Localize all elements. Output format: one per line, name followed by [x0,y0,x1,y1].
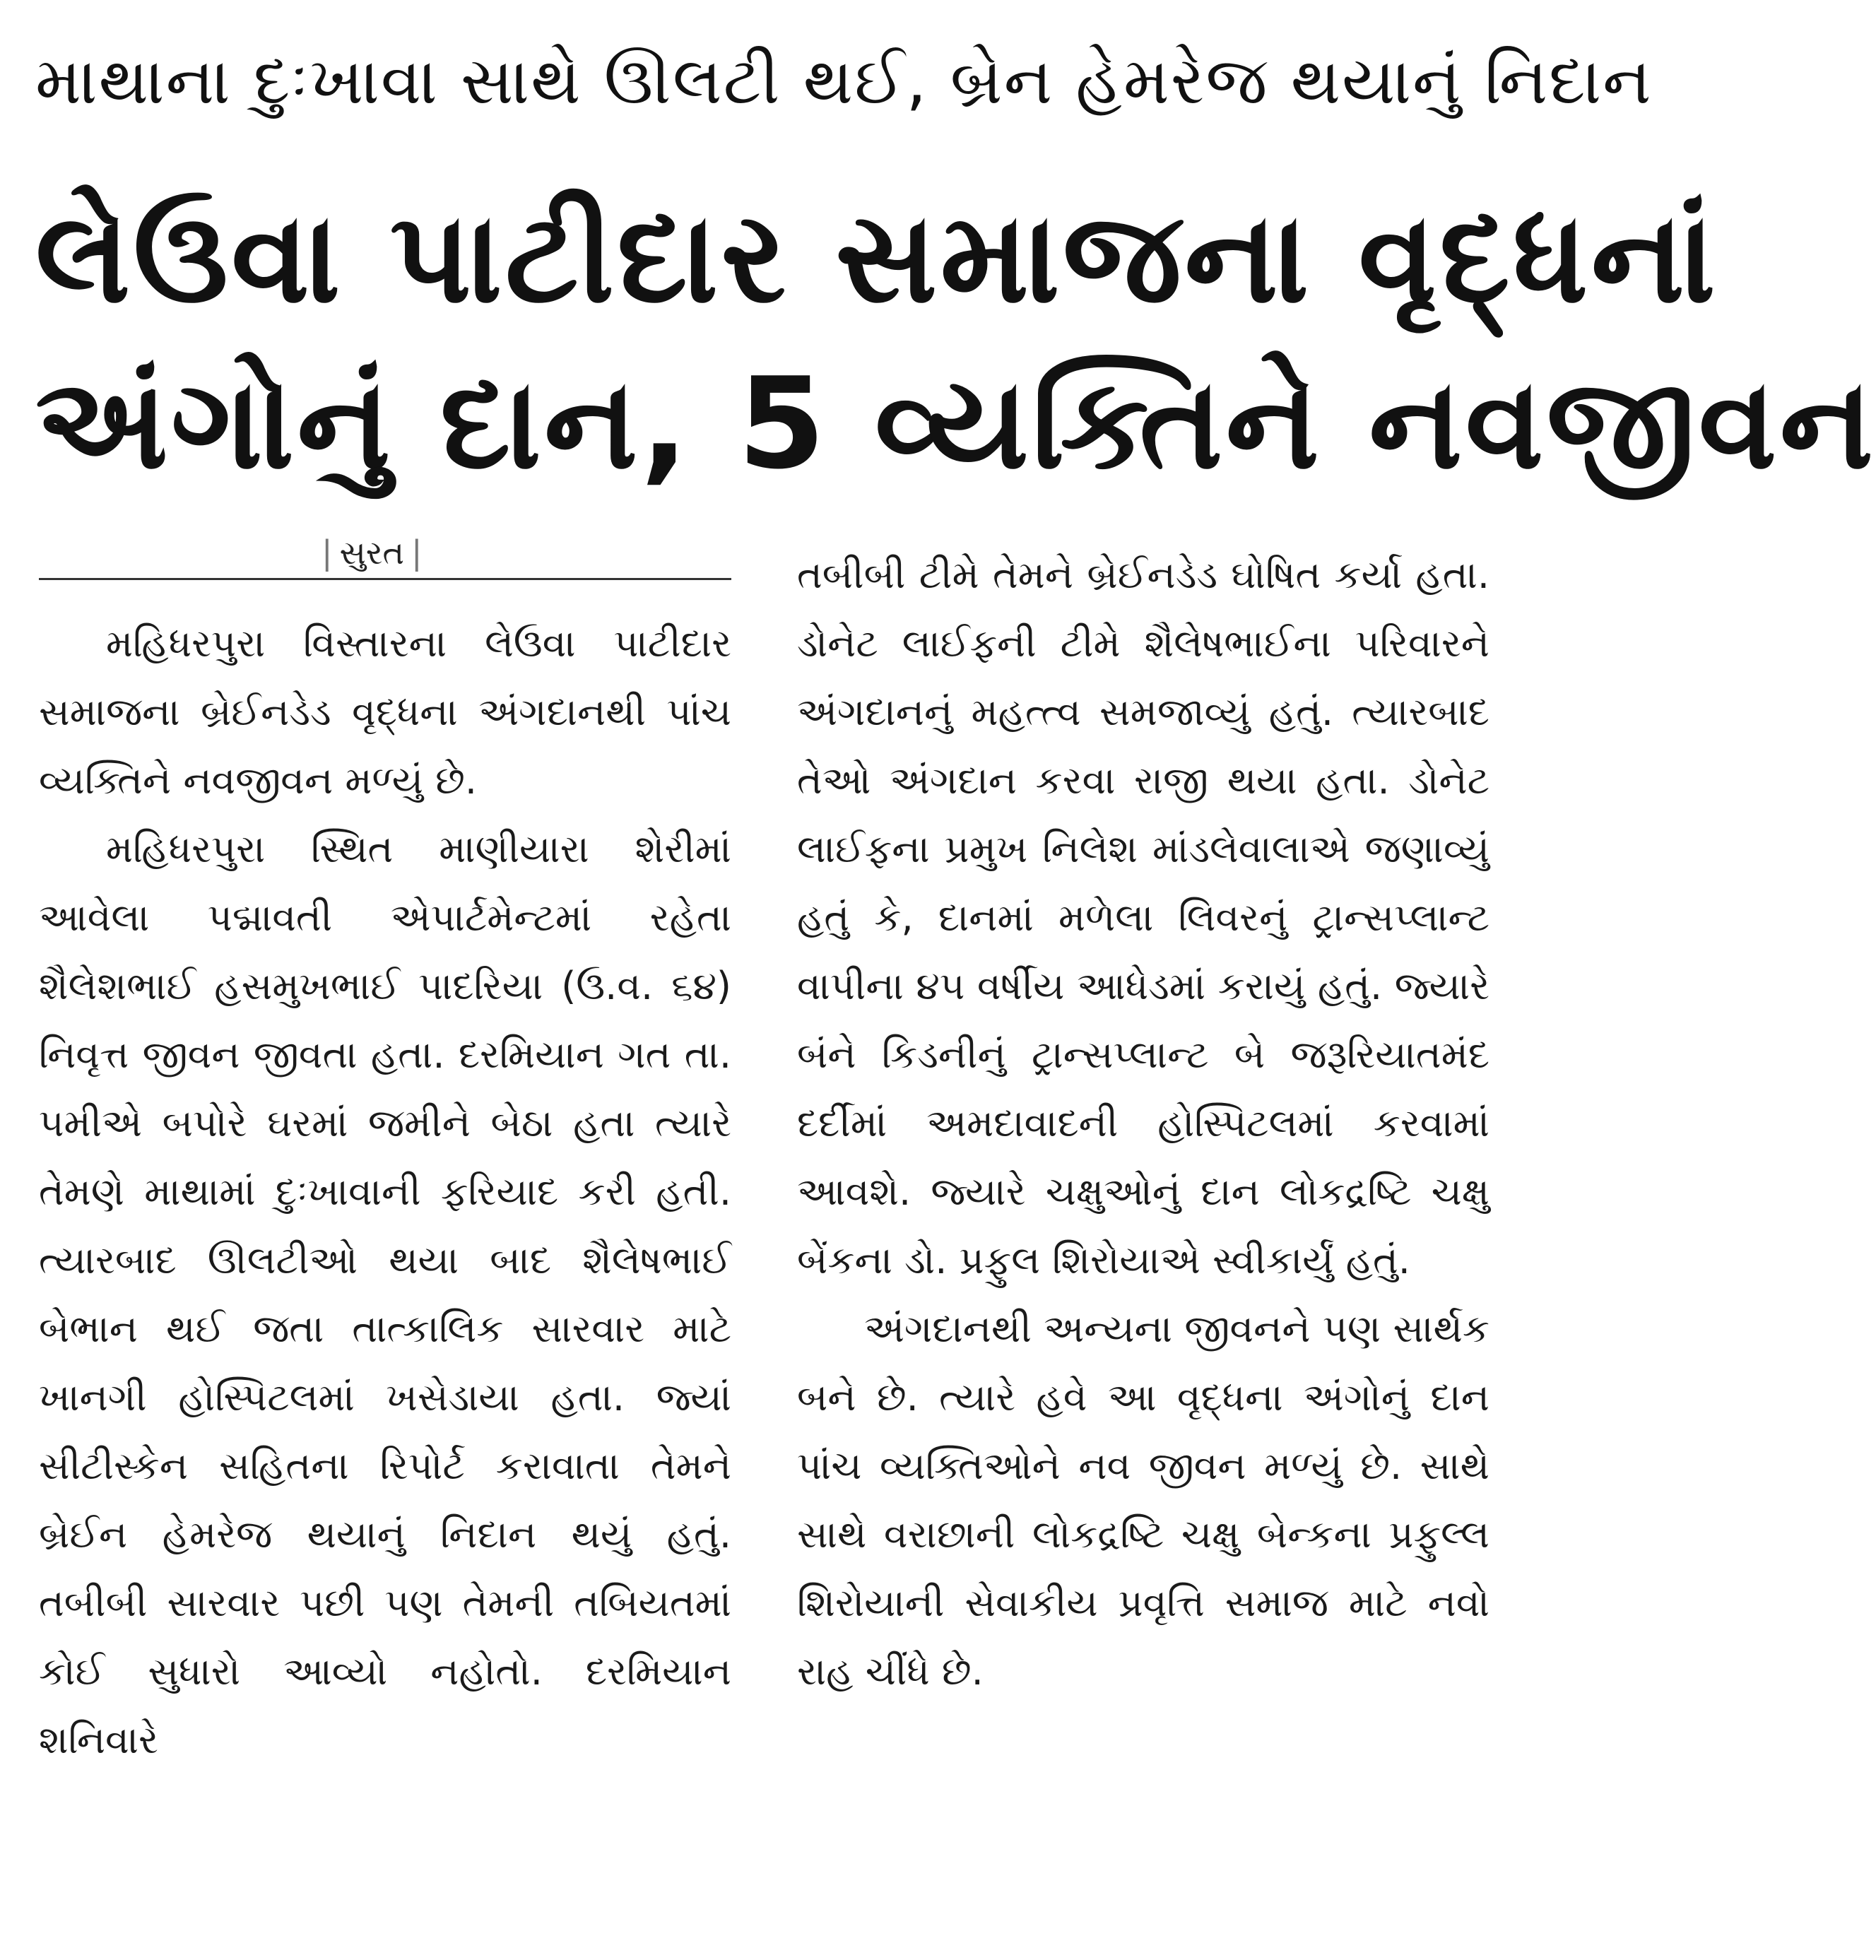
article-column-2 [797,541,1489,1706]
column-1-paragraph-2: મહિધરપુરા સ્થિત માણીયારા શેરીમાં આવેલા પદ્માવતી એપાર્ટમેન્ટમાં રહેતા શૈલેશભાઈ હસમુખભાઈ પાદરિયા (ઉ.વ. ૬૪) નિવૃત્ત જીવન જીવતા હતા. દરમિયાન ગત તા. ૫મીએ બપોરે ઘરમાં જમીને બેઠા હતા ત્યારે તેમણે માથામાં દુઃખાવાની ફરિયાદ કરી હતી. ત્યારબાદ ઊલટીઓ થયા બાદ શૈલેષભાઈ બેભાન થઈ જતા તાત્કાલિક સારવાર માટે ખાનગી હોસ્પિટલમાં ખસેડાયા હતા. જ્યાં સીટીસ્કેન સહિતના રિપોર્ટ કરાવાતા તેમને બ્રેઈન હેમરેજ થયાનું નિદાન થયું હતું. તબીબી સારવાર પછી પણ તેમની તબિયતમાં કોઈ સુધારો આવ્યો નહોતો. દરમિયાન શનિવારે [39,827,731,1762]
dateline-city: સુરત [339,533,405,572]
column-2-paragraph-2: અંગદાનથી અન્યના જીવનને પણ સાર્થક બને છે. ત્યારે હવે આ વૃદ્ધના અંગોનું દાન પાંચ વ્યક્તિઓને નવ જીવન મળ્યું છે. સાથે સાથે વરાછાની લોકદ્રષ્ટિ ચક્ષુ બેન્કના પ્રફુલ્લ શિરોયાની સેવાકીય પ્રવૃત્તિ સમાજ માટે નવો રાહ ચીંધે છે. [797,1306,1489,1694]
column-1-paragraph-1: મહિધરપુરા વિસ્તારના લેઉવા પાટીદાર સમાજના બ્રેઈનડેડ વૃદ્ધના અંગદાનથી પાંચ વ્યક્તિને નવજીવન મળ્યું છે. [39,621,731,803]
headline-line-1: લેઉવા પાટીદાર સમાજના વૃદ્ધનાં [35,184,1718,331]
dateline-separator-right: | [411,533,423,572]
article-kicker: માથાના દુઃખાવા સાથે ઊલટી થઈ, બ્રેન હેમરેજ થયાનું નિદાન [35,43,1653,119]
dateline-separator-left: | [321,533,333,572]
article-column-1 [39,609,731,1774]
dateline-rule [39,578,731,580]
column-2-paragraph-1: તબીબી ટીમે તેમને બ્રેઈનડેડ ઘોષિત કર્યા હતા. ડોનેટ લાઈફની ટીમે શૈલેષભાઈના પરિવારને અંગદાનનું મહત્ત્વ સમજાવ્યું હતું. ત્યારબાદ તેઓ અંગદાન કરવા રાજી થયા હતા. ડોનેટ લાઈફના પ્રમુખ નિલેશ માંડલેવાલાએ જણાવ્યું હતું કે, દાનમાં મળેલા લિવરનું ટ્રાન્સપ્લાન્ટ વાપીના ૪૫ વર્ષીય આધેડમાં કરાયું હતું. જ્યારે બંને કિડનીનું ટ્રાન્સપ્લાન્ટ બે જરૂરિયાતમંદ દર્દીમાં અમદાવાદની હોસ્પિટલમાં કરવામાં આવશે. જ્યારે ચક્ષુઓનું દાન લોકદ્રષ્ટિ ચક્ષુ બેંકના ડો. પ્રફુલ શિરોયાએ સ્વીકાર્યું હતું. [797,553,1489,1282]
headline-line-2: અંગોનું દાન, 5 વ્યક્તિને નવજીવન [35,350,1876,497]
dateline [314,531,430,574]
